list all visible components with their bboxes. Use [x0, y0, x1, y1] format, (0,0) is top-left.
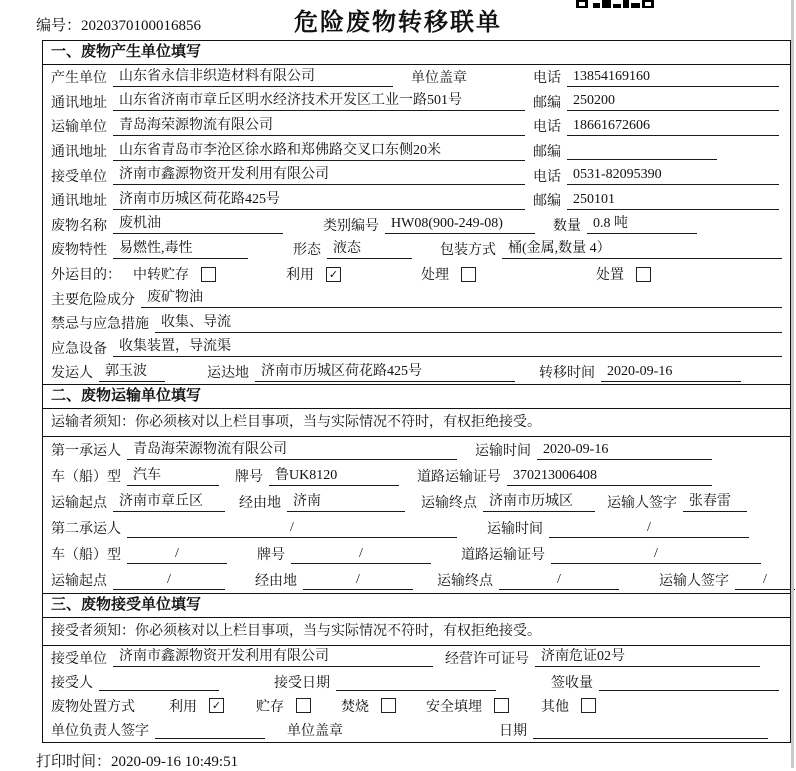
form-field — [257, 544, 431, 564]
form-field — [287, 720, 349, 740]
field-label: 单位盖章 — [287, 723, 343, 739]
scan-edge-artifact — [791, 0, 794, 768]
field-value: 2020-09-16 — [537, 441, 712, 460]
form-field — [274, 672, 496, 692]
field-label: 邮编 — [533, 194, 561, 210]
field-label: 第一承运人 — [51, 444, 121, 460]
section-transporter — [42, 384, 791, 594]
field-label: 接受单位 — [51, 169, 107, 185]
field-label: 发运人 — [51, 366, 93, 382]
field-value: 收集装置，导流渠 — [113, 338, 782, 357]
field-value: 2020-09-16 — [601, 363, 741, 382]
section-title: 二、废物运输单位填写 — [43, 385, 790, 409]
section-title: 一、废物产生单位填写 — [43, 41, 790, 65]
field-label: 运输时间 — [487, 522, 543, 538]
field-label: 禁忌与应急措施 — [51, 317, 149, 333]
form-field — [255, 570, 413, 590]
field-label: 单位负责人签字 — [51, 723, 149, 739]
field-value: 山东省永信非织造材料有限公司 — [113, 68, 393, 87]
section-notice: 运输者须知：你必须核对以上栏目事项，当与实际情况不符时，有权拒绝接受。 — [43, 409, 790, 437]
field-value: / — [291, 545, 431, 564]
field-value: 鲁UK8120 — [269, 467, 399, 486]
form-field — [551, 672, 779, 692]
form-field — [539, 362, 741, 382]
field-label: 应急设备 — [51, 341, 107, 357]
field-value: 收集、导流 — [155, 314, 782, 333]
form-field — [341, 696, 396, 716]
field-value: / — [549, 519, 749, 538]
form-field — [51, 67, 393, 87]
field-label: 车（船）型 — [51, 470, 121, 486]
form-row — [43, 114, 790, 139]
form-field — [499, 720, 768, 740]
field-value: 0.8 吨 — [587, 215, 697, 234]
field-value: 山东省青岛市李沧区徐水路和郑佛路交叉口东侧20米 — [113, 142, 525, 161]
field-value: 250101 — [567, 191, 779, 210]
form-field — [51, 313, 782, 333]
field-value: / — [735, 571, 795, 590]
field-value: / — [127, 519, 457, 538]
form-row — [43, 670, 790, 694]
form-field — [51, 518, 457, 538]
field-label: 牌号 — [235, 470, 263, 486]
field-value — [533, 721, 768, 739]
form-field — [51, 544, 227, 564]
field-value: 液态 — [327, 240, 412, 259]
form-field — [51, 264, 127, 284]
form-field — [533, 190, 782, 210]
field-value — [567, 142, 717, 160]
field-label: 接受单位 — [51, 651, 107, 667]
field-label: 产生单位 — [51, 71, 107, 87]
form-field — [207, 362, 515, 382]
form-row — [43, 541, 790, 567]
field-value — [155, 721, 265, 739]
manifest-number-value: 2020370100016856 — [81, 18, 202, 34]
form-field — [51, 338, 782, 358]
field-label: 运输终点 — [437, 574, 493, 590]
field-label: 邮编 — [533, 95, 561, 111]
form-row — [43, 336, 790, 361]
form-field — [533, 67, 782, 87]
field-value: / — [113, 571, 225, 590]
form-field — [239, 492, 405, 512]
checkbox-unchecked-icon — [381, 698, 396, 713]
checkbox-unchecked-icon — [581, 698, 596, 713]
form-field — [541, 696, 596, 716]
form-field — [51, 239, 248, 259]
field-label: 外运目的： — [51, 268, 121, 284]
form-field — [51, 116, 525, 136]
section-notice: 接受者须知：你必须核对以上栏目事项，当与实际情况不符时，有权拒绝接受。 — [43, 618, 790, 646]
field-label: 安全填埋 — [426, 699, 482, 715]
form-field — [51, 289, 782, 309]
field-label: 电话 — [533, 71, 561, 87]
form-field — [533, 141, 782, 161]
field-label: 道路运输证号 — [461, 548, 545, 564]
section-receiver — [42, 593, 791, 743]
form-row — [43, 718, 790, 742]
form-field — [51, 362, 165, 382]
field-label: 牌号 — [257, 548, 285, 564]
field-label: 废物特性 — [51, 243, 107, 259]
field-label: 车（船）型 — [51, 548, 121, 564]
form-row — [43, 163, 790, 188]
form-row — [43, 139, 790, 164]
field-value: 18661672606 — [567, 117, 779, 136]
field-label: 邮编 — [533, 145, 561, 161]
form-field — [553, 215, 697, 235]
form-field — [51, 492, 225, 512]
form-row — [43, 65, 790, 90]
field-label: 包装方式 — [440, 243, 496, 259]
form-row — [43, 311, 790, 336]
field-label: 运达地 — [207, 366, 249, 382]
form-field — [417, 466, 712, 486]
form-field — [437, 570, 619, 590]
field-label: 经营许可证号 — [445, 651, 529, 667]
field-label: 运输单位 — [51, 120, 107, 136]
field-value: 张春雷 — [683, 493, 747, 512]
qr-code-fragment — [576, 0, 654, 9]
manifest-number-label: 编号： — [36, 18, 82, 34]
field-label: 其他 — [541, 699, 569, 715]
form-field — [133, 264, 216, 284]
section-producer — [42, 40, 791, 386]
form-field — [51, 166, 525, 186]
field-label: 运输时间 — [475, 444, 531, 460]
form-row — [43, 515, 790, 541]
field-label: 处理 — [421, 268, 449, 284]
form-field — [487, 518, 749, 538]
field-value: 济南危证02号 — [535, 648, 760, 667]
form-field — [256, 696, 311, 716]
form-field — [533, 92, 782, 112]
form-field — [51, 570, 225, 590]
form-row — [43, 237, 790, 262]
field-value: 易燃性,毒性 — [113, 240, 248, 259]
field-value: 济南 — [287, 493, 405, 512]
checkbox-unchecked-icon — [461, 267, 476, 282]
checkbox-unchecked-icon — [636, 267, 651, 282]
form-field — [51, 696, 141, 716]
form-row — [43, 188, 790, 213]
field-value: 郭玉波 — [99, 363, 165, 382]
form-field — [533, 166, 782, 186]
field-label: 第二承运人 — [51, 522, 121, 538]
field-value: 青岛海荣源物流有限公司 — [127, 441, 457, 460]
form-row — [43, 262, 790, 287]
field-label: 中转贮存 — [133, 268, 189, 284]
field-label: 接受人 — [51, 675, 93, 691]
form-field — [169, 696, 224, 716]
print-time-label: 打印时间： — [36, 753, 112, 770]
form-field — [445, 648, 760, 668]
field-value: 桶(金属,数量 4） — [502, 240, 782, 259]
form-row — [43, 694, 790, 718]
checkbox-unchecked-icon — [296, 698, 311, 713]
field-label: 废物名称 — [51, 218, 107, 234]
form-field — [51, 190, 525, 210]
field-label: 经由地 — [239, 496, 281, 512]
field-label: 经由地 — [255, 574, 297, 590]
field-value: / — [303, 571, 413, 590]
form-field — [51, 215, 283, 235]
field-label: 贮存 — [256, 699, 284, 715]
field-label: 接受日期 — [274, 675, 330, 691]
field-label: 数量 — [553, 218, 581, 234]
field-value: 济南市历城区 — [483, 493, 595, 512]
form-field — [286, 264, 341, 284]
field-value: 济南市历城区荷花路425号 — [113, 191, 525, 210]
field-value: / — [127, 545, 227, 564]
field-label: 转移时间 — [539, 366, 595, 382]
field-value — [99, 673, 219, 691]
checkbox-unchecked-icon — [201, 267, 216, 282]
field-value: 13854169160 — [567, 68, 779, 87]
page-header — [0, 0, 796, 40]
form-field — [461, 544, 761, 564]
field-label: 道路运输证号 — [417, 470, 501, 486]
section-title: 三、废物接受单位填写 — [43, 594, 790, 618]
form-field — [51, 466, 219, 486]
field-label: 运输起点 — [51, 574, 107, 590]
field-label: 电话 — [533, 120, 561, 136]
form-field — [293, 239, 412, 259]
form-sections — [0, 40, 796, 743]
form-field — [51, 720, 265, 740]
form-field — [411, 67, 473, 87]
form-field — [51, 141, 525, 161]
field-value: 370213006408 — [507, 467, 712, 486]
field-value: HW08(900-249-08) — [385, 215, 535, 234]
field-label: 通讯地址 — [51, 145, 107, 161]
form-row — [43, 286, 790, 311]
field-label: 利用 — [286, 268, 314, 284]
page-title: 危险废物转移联单 — [294, 10, 502, 36]
form-field — [51, 440, 457, 460]
form-field — [426, 696, 509, 716]
form-field — [659, 570, 795, 590]
form-field — [596, 264, 651, 284]
field-label: 运输终点 — [421, 496, 477, 512]
field-label: 通讯地址 — [51, 95, 107, 111]
checkbox-unchecked-icon — [494, 698, 509, 713]
field-value: 汽车 — [127, 467, 219, 486]
form-row — [43, 463, 790, 489]
form-row — [43, 646, 790, 670]
form-row — [43, 437, 790, 463]
field-label: 单位盖章 — [411, 71, 467, 87]
form-row — [43, 567, 790, 593]
field-value: / — [551, 545, 761, 564]
checkbox-checked-icon: ✓ — [209, 698, 224, 713]
field-label: 类别编号 — [323, 218, 379, 234]
field-label: 运输人签字 — [607, 496, 677, 512]
form-field — [421, 492, 595, 512]
field-value: 济南市鑫源物资开发利用有限公司 — [113, 648, 433, 667]
form-field — [421, 264, 476, 284]
field-value: 济南市历城区荷花路425号 — [255, 363, 515, 382]
form-field — [51, 672, 219, 692]
form-field — [440, 239, 782, 259]
form-field — [607, 492, 747, 512]
field-value: 济南市鑫源物资开发利用有限公司 — [113, 166, 525, 185]
form-field — [235, 466, 399, 486]
field-label: 运输人签字 — [659, 574, 729, 590]
form-row — [43, 213, 790, 238]
field-label: 电话 — [533, 169, 561, 185]
form-row — [43, 360, 790, 385]
field-value: 废机油 — [113, 215, 283, 234]
field-label: 焚烧 — [341, 699, 369, 715]
field-value: 青岛海荣源物流有限公司 — [113, 117, 525, 136]
field-label: 处置 — [596, 268, 624, 284]
field-label: 形态 — [293, 243, 321, 259]
field-label: 签收量 — [551, 675, 593, 691]
form-field — [51, 92, 525, 112]
field-value: 250200 — [567, 92, 779, 111]
form-field — [475, 440, 712, 460]
field-value: 废矿物油 — [141, 289, 782, 308]
field-value: 济南市章丘区 — [113, 493, 225, 512]
field-label: 通讯地址 — [51, 194, 107, 210]
field-label: 日期 — [499, 723, 527, 739]
field-label: 运输起点 — [51, 496, 107, 512]
field-value: 山东省济南市章丘区明水经济技术开发区工业一路501号 — [113, 92, 525, 111]
form-field — [533, 116, 782, 136]
checkbox-checked-icon: ✓ — [326, 267, 341, 282]
form-field — [323, 215, 535, 235]
field-label: 废物处置方式 — [51, 699, 135, 715]
print-time-value: 2020-09-16 10:49:51 — [111, 753, 239, 770]
field-value: / — [499, 571, 619, 590]
field-value — [599, 673, 779, 691]
form-row — [43, 489, 790, 515]
form-field — [51, 648, 433, 668]
field-value — [336, 673, 496, 691]
field-label: 利用 — [169, 699, 197, 715]
field-label: 主要危险成分 — [51, 292, 135, 308]
form-row — [43, 90, 790, 115]
field-value: 0531-82095390 — [567, 166, 779, 185]
